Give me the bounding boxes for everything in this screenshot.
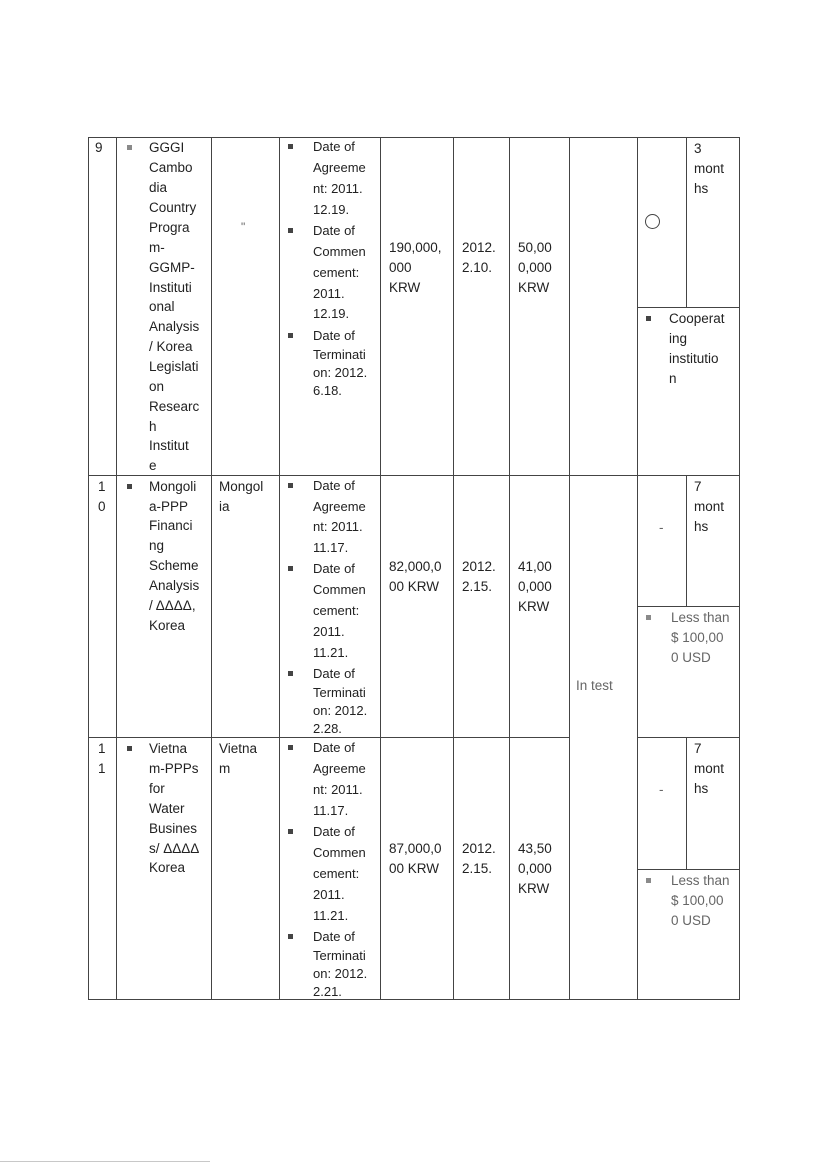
project-line: m-PPPs	[149, 761, 199, 776]
bullet-icon	[288, 566, 293, 571]
project-line: Researc	[149, 399, 200, 414]
bullet-icon	[288, 333, 293, 338]
amount-line: KRW	[518, 280, 550, 295]
payment-date-line: 2.15.	[462, 579, 493, 594]
project-line: dia	[149, 180, 168, 195]
country-line: Vietna	[219, 741, 258, 756]
duration-line: 3	[694, 141, 702, 156]
note-line: Cooperat	[669, 311, 725, 326]
duration-line: hs	[694, 781, 709, 796]
date-line: on: 2012.	[313, 703, 368, 718]
country-line: m	[219, 761, 231, 776]
date-line: Date of	[313, 328, 355, 343]
payment-date-line: 2012.	[462, 240, 496, 255]
bullet-icon	[288, 228, 293, 233]
row-number: 1	[98, 479, 106, 494]
date-line: Date of	[313, 824, 355, 839]
bullet-icon	[288, 934, 293, 939]
amount-line: 41,00	[518, 559, 552, 574]
row-number: 0	[98, 499, 106, 514]
bullet-icon	[288, 144, 293, 149]
status-text: In test	[576, 678, 613, 693]
project-line: Progra	[149, 220, 190, 235]
project-line: Vietna	[149, 741, 188, 756]
date-line: Agreeme	[313, 160, 366, 175]
bullet-icon	[127, 746, 132, 751]
project-line: Korea	[149, 860, 186, 875]
project-line: Korea	[149, 618, 186, 633]
amount-line: 0,000	[518, 861, 552, 876]
row-number: 1	[98, 761, 106, 776]
project-line: a-PPP	[149, 499, 189, 514]
mark-dash: -	[659, 782, 664, 797]
project-line: Analysis	[149, 578, 200, 593]
bullet-icon	[288, 483, 293, 488]
payment-date-line: 2012.	[462, 841, 496, 856]
date-line: Date of	[313, 223, 355, 238]
date-line: Date of	[313, 561, 355, 576]
note-line: n	[669, 371, 677, 386]
row-number: 9	[95, 140, 103, 155]
note-line: ing	[669, 331, 688, 346]
date-line: Date of	[313, 478, 355, 493]
amount-line: KRW	[518, 599, 550, 614]
date-line: nt: 2011.	[313, 181, 363, 196]
payment-date-line: 2.10.	[462, 260, 493, 275]
bullet-icon	[288, 745, 293, 750]
date-line: on: 2012.	[313, 966, 368, 981]
note-line: institutio	[669, 351, 719, 366]
project-line: Mongoli	[149, 479, 197, 494]
duration-line: hs	[694, 181, 709, 196]
project-line: s/ ΔΔΔΔ	[149, 841, 200, 856]
bullet-icon	[127, 145, 132, 150]
date-line: Commen	[313, 582, 366, 597]
project-line: Scheme	[149, 558, 199, 573]
date-line: 11.21.	[313, 908, 349, 923]
date-line: 12.19.	[313, 306, 350, 321]
duration-line: mont	[694, 499, 725, 514]
note-line: 0 USD	[671, 913, 711, 928]
date-line: 6.18.	[313, 383, 342, 398]
date-line: Date of	[313, 139, 355, 154]
note-line: 0 USD	[671, 650, 711, 665]
date-line: 11.17.	[313, 540, 349, 555]
amount-line: 43,50	[518, 841, 552, 856]
payment-date-line: 2.15.	[462, 861, 493, 876]
project-line: GGMP-	[149, 260, 195, 275]
mark-dash: -	[659, 520, 664, 535]
date-line: nt: 2011.	[313, 519, 363, 534]
date-line: Date of	[313, 929, 355, 944]
project-line: GGGI	[149, 140, 185, 155]
budget-line: 00 KRW	[389, 579, 440, 594]
budget-line: KRW	[389, 280, 421, 295]
project-line: / Korea	[149, 339, 193, 354]
date-line: Terminati	[313, 347, 366, 362]
amount-line: 0,000	[518, 579, 552, 594]
amount-line: 50,00	[518, 240, 552, 255]
amount-line: 0,000	[518, 260, 552, 275]
project-line: Instituti	[149, 280, 192, 295]
project-line: on	[149, 379, 165, 394]
date-line: 2.21.	[313, 984, 342, 999]
ditto-mark: "	[241, 220, 246, 234]
date-line: Commen	[313, 845, 366, 860]
bullet-icon	[646, 878, 651, 883]
project-line: e	[149, 458, 157, 473]
project-line: Country	[149, 200, 197, 215]
note-line: Less than	[671, 873, 730, 888]
date-line: Terminati	[313, 685, 366, 700]
date-line: nt: 2011.	[313, 782, 363, 797]
project-line: Cambo	[149, 160, 193, 175]
date-line: Terminati	[313, 948, 366, 963]
note-line: $ 100,00	[671, 893, 724, 908]
duration-line: 7	[694, 479, 702, 494]
country-line: Mongol	[219, 479, 264, 494]
project-line: for	[149, 781, 165, 796]
date-line: 2011.	[313, 887, 345, 902]
row-number: 1	[98, 741, 106, 756]
date-line: 11.21.	[313, 645, 349, 660]
bullet-icon	[646, 316, 651, 321]
project-line: / ΔΔΔΔ,	[149, 598, 196, 613]
date-line: Date of	[313, 740, 355, 755]
footer-divider	[0, 1161, 210, 1162]
duration-line: 7	[694, 741, 702, 756]
duration-line: hs	[694, 519, 709, 534]
date-line: 11.17.	[313, 803, 349, 818]
project-line: Institut	[149, 438, 189, 453]
amount-line: KRW	[518, 881, 550, 896]
date-line: 2011.	[313, 624, 345, 639]
date-line: on: 2012.	[313, 365, 368, 380]
project-line: Analysis	[149, 319, 200, 334]
project-line: Financi	[149, 518, 193, 533]
project-line: m-	[149, 240, 165, 255]
budget-line: 87,000,0	[389, 841, 442, 856]
date-line: Date of	[313, 666, 355, 681]
budget-line: 82,000,0	[389, 559, 442, 574]
project-line: Legislati	[149, 359, 199, 374]
date-line: cement:	[313, 603, 360, 618]
note-line: Less than	[671, 610, 730, 625]
date-line: 2.28.	[313, 721, 342, 736]
note-line: $ 100,00	[671, 630, 724, 645]
bullet-icon	[288, 671, 293, 676]
payment-date-line: 2012.	[462, 559, 496, 574]
project-line: onal	[149, 299, 175, 314]
project-line: Busines	[149, 821, 198, 836]
date-line: cement:	[313, 265, 360, 280]
project-line: ng	[149, 538, 165, 553]
date-line: 2011.	[313, 286, 345, 301]
bullet-icon	[288, 829, 293, 834]
duration-line: mont	[694, 161, 725, 176]
duration-line: mont	[694, 761, 725, 776]
date-line: 12.19.	[313, 202, 350, 217]
date-line: cement:	[313, 866, 360, 881]
bullet-icon	[127, 484, 132, 489]
date-line: Agreeme	[313, 499, 366, 514]
budget-line: 190,000,	[389, 240, 442, 255]
date-line: Commen	[313, 244, 366, 259]
bullet-icon	[646, 615, 651, 620]
circle-mark-icon	[645, 214, 660, 229]
budget-line: 000	[389, 260, 412, 275]
project-line: Water	[149, 801, 185, 816]
date-line: Agreeme	[313, 761, 366, 776]
country-line: ia	[219, 499, 230, 514]
budget-line: 00 KRW	[389, 861, 440, 876]
project-line: h	[149, 419, 157, 434]
